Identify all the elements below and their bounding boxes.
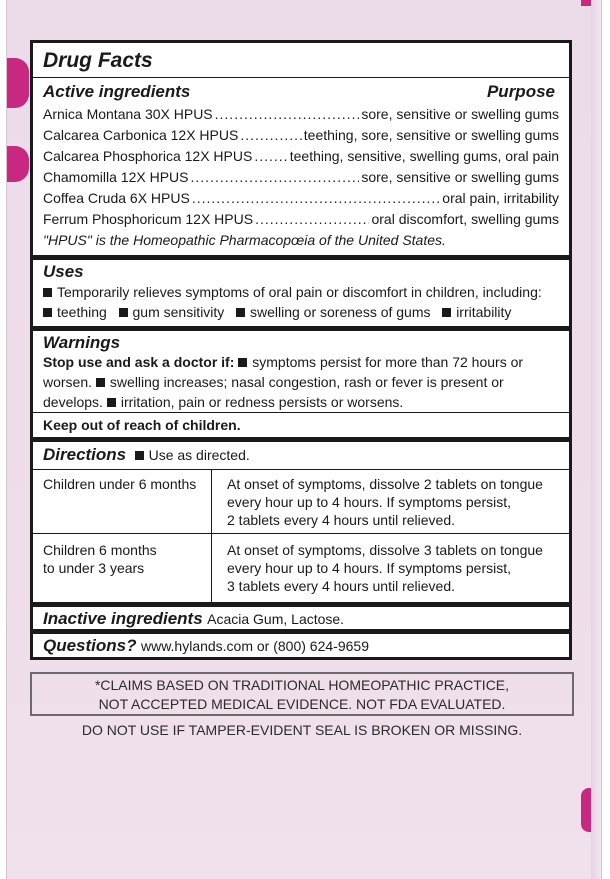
ingredient-name: Chamomilla 12X HPUS — [43, 169, 189, 185]
directions-intro-text: Use as directed. — [148, 447, 250, 463]
ingredient-purpose: oral discomfort, swelling gums — [371, 211, 559, 227]
box-edge — [591, 0, 601, 879]
bullet-icon — [236, 308, 245, 317]
bullet-icon — [442, 308, 451, 317]
table-divider — [211, 534, 212, 606]
divider — [33, 412, 569, 413]
dosage-line: 2 tablets every 4 hours until relieved. — [227, 512, 456, 528]
decorative-stripe — [581, 0, 591, 6]
divider — [33, 602, 569, 607]
warning-line — [43, 352, 523, 372]
ingredient-name: Calcarea Carbonica 12X HPUS — [43, 127, 239, 143]
uses-item: swelling or soreness of gums — [249, 304, 431, 320]
stop-use-lead: Stop use and ask a doctor if: — [43, 354, 235, 370]
decorative-stripe — [581, 788, 591, 832]
uses-intro-text: Temporarily relieves symptoms of oral pain or discomfort in children, including: — [57, 284, 542, 300]
inactive-ingredients — [43, 609, 344, 629]
directions-header — [43, 445, 250, 465]
age-group: Children 6 months — [43, 542, 157, 558]
drug-facts-title: Drug Facts — [43, 49, 153, 72]
ingredient-name: Calcarea Phosphorica 12X HPUS — [43, 148, 253, 164]
ingredient-purpose: oral pain, irritability — [442, 190, 559, 206]
divider — [33, 629, 569, 634]
divider — [33, 326, 569, 331]
divider — [33, 533, 569, 534]
questions-contact: www.hylands.com or (800) 624-9659 — [140, 638, 369, 654]
table-divider — [211, 470, 212, 533]
claims-line: *CLAIMS BASED ON TRADITIONAL HOMEOPATHIC PRACTICE, — [94, 677, 510, 693]
inactive-heading: Inactive ingredients — [43, 609, 203, 628]
bullet-icon — [43, 308, 52, 317]
divider — [33, 77, 569, 78]
claims-disclaimer — [30, 672, 574, 716]
active-ingredients-heading: Active ingredients — [43, 82, 191, 101]
ingredient-row — [43, 104, 559, 124]
bullet-icon — [135, 451, 144, 460]
dosage-line: every hour up to 4 hours. If symptoms persist, — [227, 494, 512, 510]
directions-heading: Directions — [43, 445, 127, 464]
warning-text: irritation, pain or redness persists or worsens. — [120, 394, 404, 410]
inactive-text: Acacia Gum, Lactose. — [207, 611, 345, 627]
decorative-stripe — [7, 146, 29, 182]
purpose-heading: Purpose — [486, 82, 555, 101]
uses-item: teething — [57, 304, 107, 320]
ingredient-name: Arnica Montana 30X HPUS — [43, 106, 213, 122]
ingredient-purpose: sore, sensitive or swelling gums — [361, 106, 559, 122]
tamper-seal-warning: DO NOT USE IF TAMPER-EVIDENT SEAL IS BROKEN OR MISSING. — [81, 722, 523, 738]
decorative-stripe — [7, 58, 29, 108]
bullet-icon — [96, 378, 105, 387]
ingredient-row — [43, 125, 559, 145]
ingredient-name: Coffea Cruda 6X HPUS — [43, 190, 190, 206]
bullet-icon — [119, 308, 128, 317]
uses-intro — [43, 282, 542, 302]
questions-heading: Questions? — [43, 636, 137, 655]
warning-text: worsen. — [43, 374, 93, 390]
warning-line — [43, 372, 504, 392]
active-ingredients-section — [33, 80, 569, 292]
warning-text: develops. — [43, 394, 103, 410]
divider — [33, 255, 569, 260]
uses-list — [43, 302, 511, 322]
dosage-line: At onset of symptoms, dissolve 2 tablets on tongue — [227, 476, 543, 492]
bullet-icon — [107, 398, 116, 407]
questions — [43, 636, 369, 656]
dosage-line: At onset of symptoms, dissolve 3 tablets on tongue — [227, 542, 543, 558]
drug-facts-panel — [30, 40, 572, 660]
warnings-heading: Warnings — [43, 333, 121, 352]
age-group: to under 3 years — [43, 560, 145, 576]
bullet-icon — [43, 288, 52, 297]
ingredient-row — [43, 146, 559, 166]
hpus-note: "HPUS" is the Homeopathic Pharmacopœia of the United States. — [43, 232, 446, 248]
dosage-line: 3 tablets every 4 hours until relieved. — [227, 578, 456, 594]
warning-line — [43, 392, 403, 412]
ingredient-row — [43, 167, 559, 187]
age-group: Children under 6 months — [43, 476, 197, 492]
directions-section — [33, 442, 569, 612]
claims-line: NOT ACCEPTED MEDICAL EVIDENCE. NOT FDA EVALUATED. — [98, 696, 506, 712]
ingredient-row — [43, 188, 559, 208]
uses-item: gum sensitivity — [132, 304, 225, 320]
ingredient-name: Ferrum Phosphoricum 12X HPUS — [43, 211, 254, 227]
bullet-icon — [238, 358, 247, 367]
ingredient-row — [43, 209, 559, 229]
ingredient-purpose: teething, sensitive, swelling gums, oral pain — [289, 148, 559, 164]
dosage-line: every hour up to 4 hours. If symptoms persist, — [227, 560, 512, 576]
warning-text: swelling increases; nasal congestion, rash or fever is present or — [109, 374, 504, 390]
ingredient-purpose: teething, sore, sensitive or swelling gums — [303, 127, 559, 143]
directions-intro — [135, 447, 250, 463]
keep-out-of-reach: Keep out of reach of children. — [43, 417, 241, 433]
uses-item: irritability — [456, 304, 512, 320]
uses-heading: Uses — [43, 262, 84, 281]
ingredient-purpose: sore, sensitive or swelling gums — [361, 169, 559, 185]
divider — [33, 469, 569, 470]
warning-text: symptoms persist for more than 72 hours or — [252, 354, 524, 370]
